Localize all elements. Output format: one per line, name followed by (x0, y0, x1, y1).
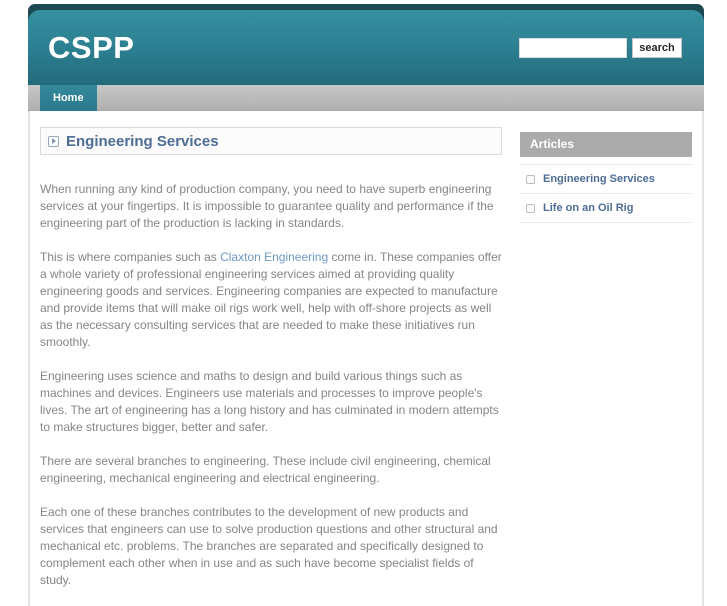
content-area (28, 111, 704, 606)
sidebar-articles (520, 127, 692, 223)
list-item (520, 165, 692, 194)
bullet-arrow-icon (48, 136, 59, 147)
claxton-engineering-link[interactable]: Claxton Engineering (220, 250, 329, 264)
article-bullet-icon (526, 175, 535, 184)
nav-tab-home[interactable]: Home (40, 85, 97, 111)
paragraph-text: come in. These companies offer a whole variety of professional engineering services aimed at providing quality engineering goods and services. Engineering companies are expected to manufacture and provide items that will make oil rigs work well, help with off-shore projects as well as the necessary consulting services that are needed to make these initiatives run smoothly. (40, 250, 502, 349)
article-paragraph-1: When running any kind of production company, you need to have superb engineering services at your fingertips. It is impossible to guarantee quality and performance if the engineering part of the production is lacking in standards. (40, 182, 494, 230)
article-list (520, 164, 692, 223)
sidebar-link-life-on-an-oil-rig[interactable]: Life on an Oil Rig (543, 202, 634, 214)
page-title-bar (40, 127, 502, 155)
sidebar-link-engineering-services[interactable]: Engineering Services (543, 173, 655, 185)
main-nav (28, 85, 704, 111)
site-header (28, 10, 704, 85)
search-button[interactable]: search (632, 38, 682, 58)
paragraph-text: This is where companies such as (40, 250, 221, 264)
page-title: Engineering Services (66, 132, 219, 150)
article-bullet-icon (526, 204, 535, 213)
article-column (40, 127, 502, 606)
sidebar-title: Articles (520, 132, 692, 157)
search-form (519, 38, 682, 58)
article-paragraph-2 (40, 249, 502, 351)
search-input[interactable] (519, 38, 627, 58)
site-logo: CSPP (48, 30, 135, 65)
article-paragraph-4: There are several branches to engineering. These include civil engineering, chemical engineering, mechanical engineering and electrical engineering. (40, 454, 491, 485)
page-container (28, 4, 704, 606)
article-paragraph-5: Each one of these branches contributes to the development of new products and services that engineers can use to solve production questions and other structural and mechanical etc. problems. The branches are separated and specifically designed to complement each other when in use and as such have become specialist fields of study. (40, 505, 498, 587)
list-item (520, 194, 692, 223)
article-paragraph-3: Engineering uses science and maths to design and build various things such as machines and devices. Engineers use materials and processes to improve people's lives. The art of engineering has a long history and has culminated in modern attempts to make structures bigger, better and safer. (40, 369, 499, 434)
masthead (28, 4, 704, 85)
